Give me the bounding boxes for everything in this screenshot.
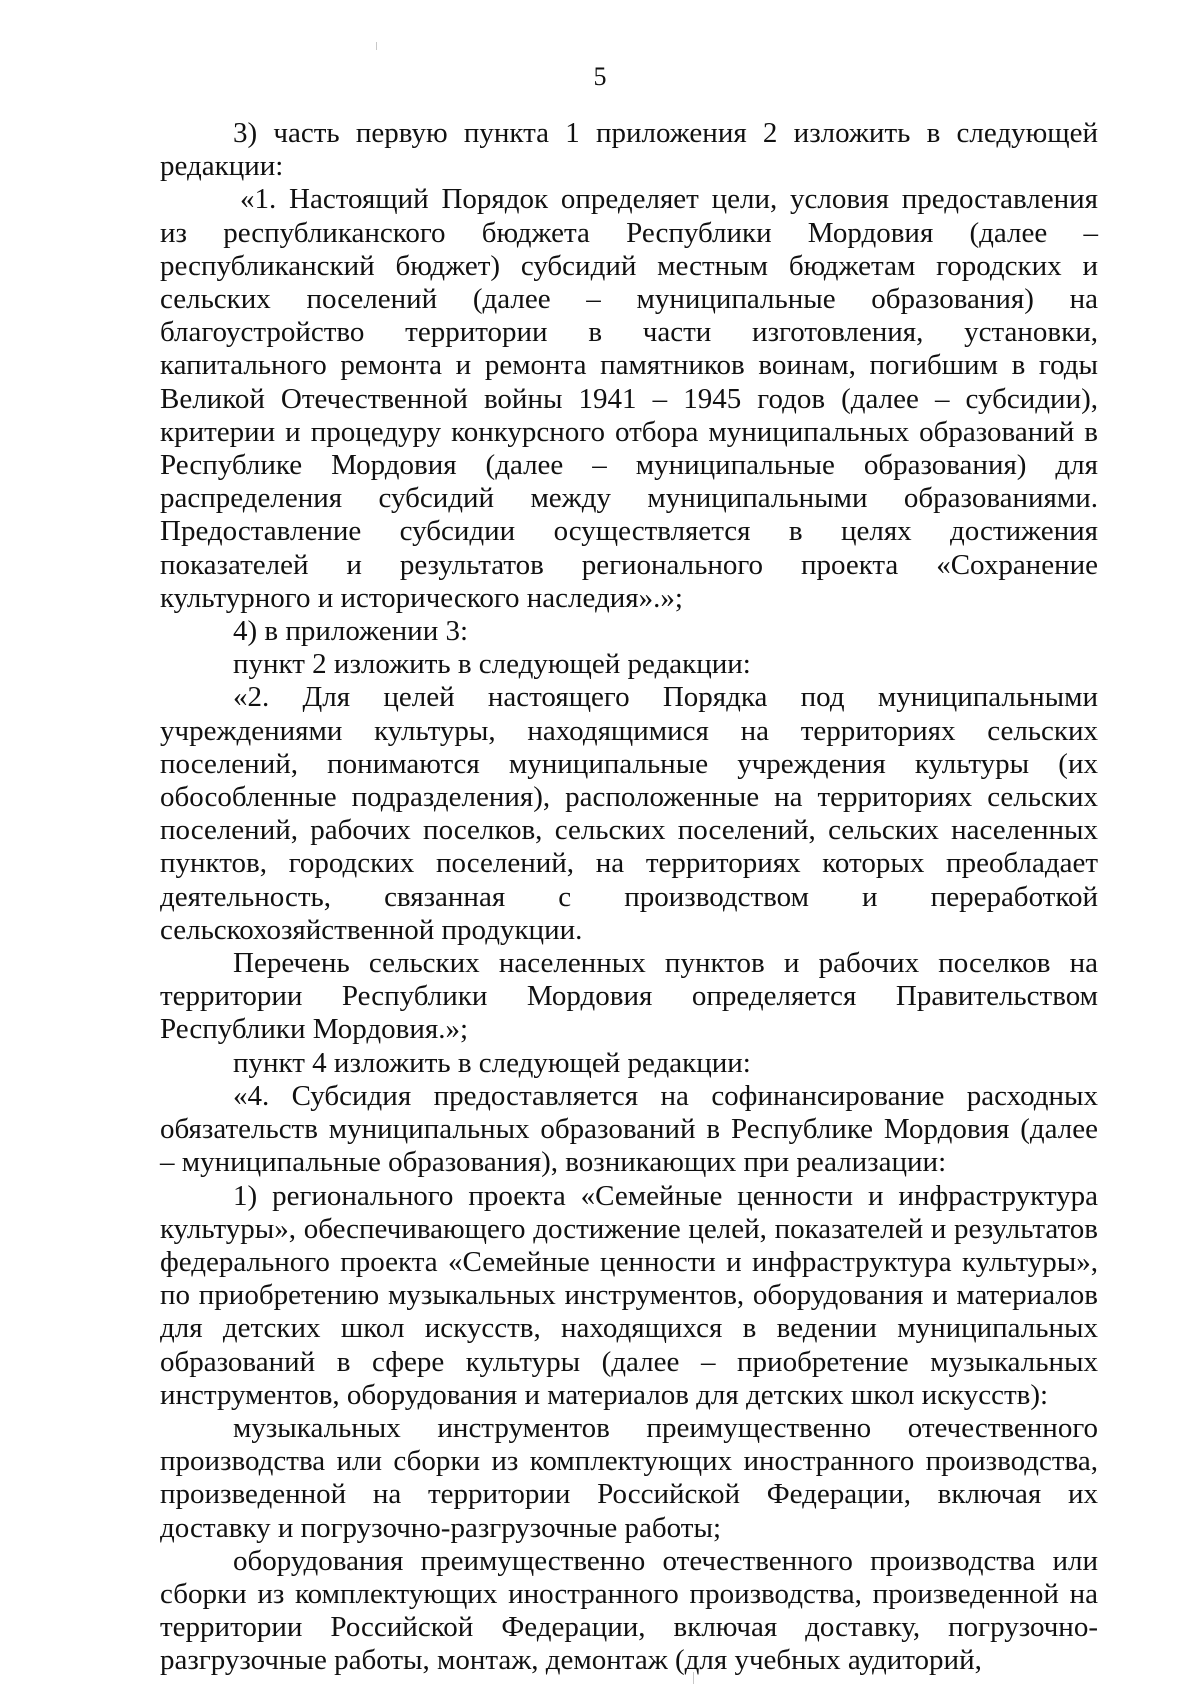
scan-artifact-top: [376, 42, 377, 50]
paragraph-item-3: 3) часть первую пункта 1 приложения 2 изложить в следующей редакции:: [160, 117, 1098, 183]
paragraph-instruction-point-4: пункт 4 изложить в следующей редакции:: [233, 1046, 751, 1079]
paragraph-quoted-point-1: «1. Настоящий Порядок определяет цели, условия предоставления из республиканского бюджета Республики Мордовия (далее – республиканский бюджет) субсидий местным бюджетам городских и сельских поселений (далее – муниципальные образования) на благоустройство территории в части изготовления, установки, капитального ремонта и ремонта памятников воинам, погибшим в годы Великой Отечественной войны 1941 – 1945 годов (далее – субсидии), критерии и процедуру конкурсного отбора муниципальных образований в Республике Мордовия (далее – муниципальные образования) для распределения субсидий между муниципальными образованиями. Предоставление субсидии осуществляется в целях достижения показателей и результатов регионального проекта «Сохранение культурного и исторического наследия».»;: [160, 183, 1098, 614]
paragraph-item-4: 4) в приложении 3:: [233, 615, 469, 648]
paragraph-quoted-point-2: «2. Для целей настоящего Порядка под муниципальными учреждениями культуры, находящимися на территориях сельских поселений, понимаются муниципальные учреждения культуры (их обособленные подразделения), расположенные на территориях сельских поселений, рабочих поселков, сельских поселений, сельских населенных пунктов, городских поселений, на территориях которых преобладает деятельность, связанная с производством и переработкой сельскохозяйственной продукции.: [160, 681, 1098, 946]
paragraph-instruction-point-2: пункт 2 изложить в следующей редакции:: [233, 648, 751, 681]
paragraph-musical-instruments: музыкальных инструментов преимущественно отечественного производства или сборки из комплектующих иностранного производства, произведенной на территории Российской Федерации, включая их доставку и погрузочно-разгрузочные работы;: [160, 1411, 1098, 1544]
paragraph-settlements-list: Перечень сельских населенных пунктов и рабочих поселков на территории Республики Мордовия определяется Правительством Республики Мордовия.»;: [160, 947, 1098, 1046]
document-body: [160, 117, 1098, 1678]
paragraph-subitem-1: 1) регионального проекта «Семейные ценности и инфраструктура культуры», обеспечивающего достижение целей, показателей и результатов федерального проекта «Семейные ценности и инфраструктура культуры», по приобретению музыкальных инструментов, оборудования и материалов для детских школ искусств, находящихся в ведении муниципальных образований в сфере культуры (далее – приобретение музыкальных инструментов, оборудования и материалов для детских школ искусств):: [160, 1179, 1098, 1411]
paragraph-quoted-point-4: «4. Субсидия предоставляется на софинансирование расходных обязательств муниципальных образований в Республике Мордовия (далее – муниципальные образования), возникающих при реализации:: [160, 1079, 1098, 1179]
page-number: 5: [593, 62, 607, 91]
paragraph-equipment: оборудования преимущественно отечественного производства или сборки из комплектующих иностранного производства, произведенной на территории Российской Федерации, включая доставку, погрузочно-разгрузочные работы, монтаж, демонтаж (для учебных аудиторий,: [160, 1544, 1098, 1677]
